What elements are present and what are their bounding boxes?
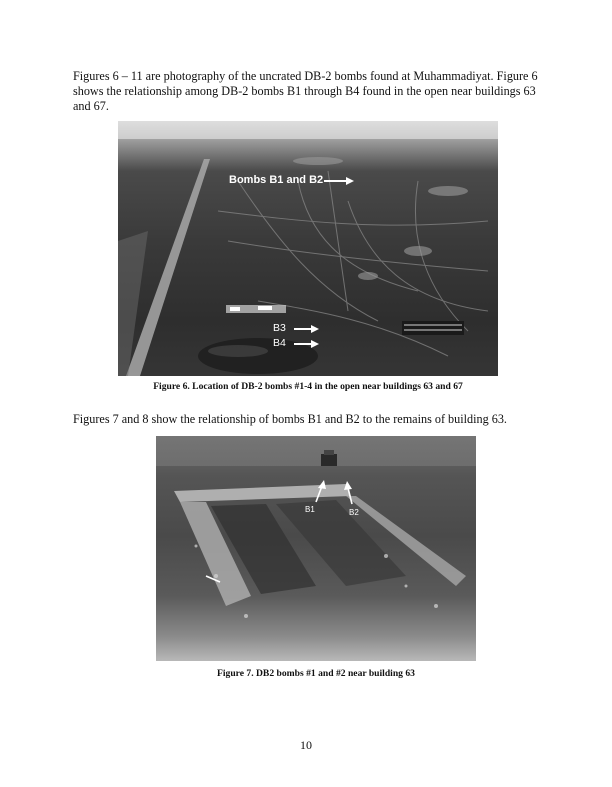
intro-paragraph: Figures 6 – 11 are photography of the uncrated DB-2 bombs found at Muhammadiyat. Figure 6 shows the relationship among DB-2 bombs B1 through B4 found in the open near buildings 63 and 67. [73, 69, 538, 113]
bomb-b1-label: B1 [305, 505, 315, 514]
bomb-b3-label: B3 [273, 322, 286, 334]
figure-6-caption: Figure 6. Location of DB-2 bombs #1-4 in the open near buildings 63 and 67 [153, 381, 463, 392]
figure-7-aerial-photo [156, 436, 476, 661]
bomb-b2-label: B2 [349, 508, 359, 517]
figure-7-caption: Figure 7. DB2 bombs #1 and #2 near building 63 [217, 668, 415, 679]
bomb-b4-label: B4 [273, 337, 286, 349]
figure-7-intro-paragraph: Figures 7 and 8 show the relationship of bombs B1 and B2 to the remains of building 63. [73, 412, 507, 426]
bombs-b1-b2-label: Bombs B1 and B2 [229, 174, 324, 186]
page-number: 10 [300, 738, 312, 752]
figure-6-aerial-photo [118, 121, 498, 376]
